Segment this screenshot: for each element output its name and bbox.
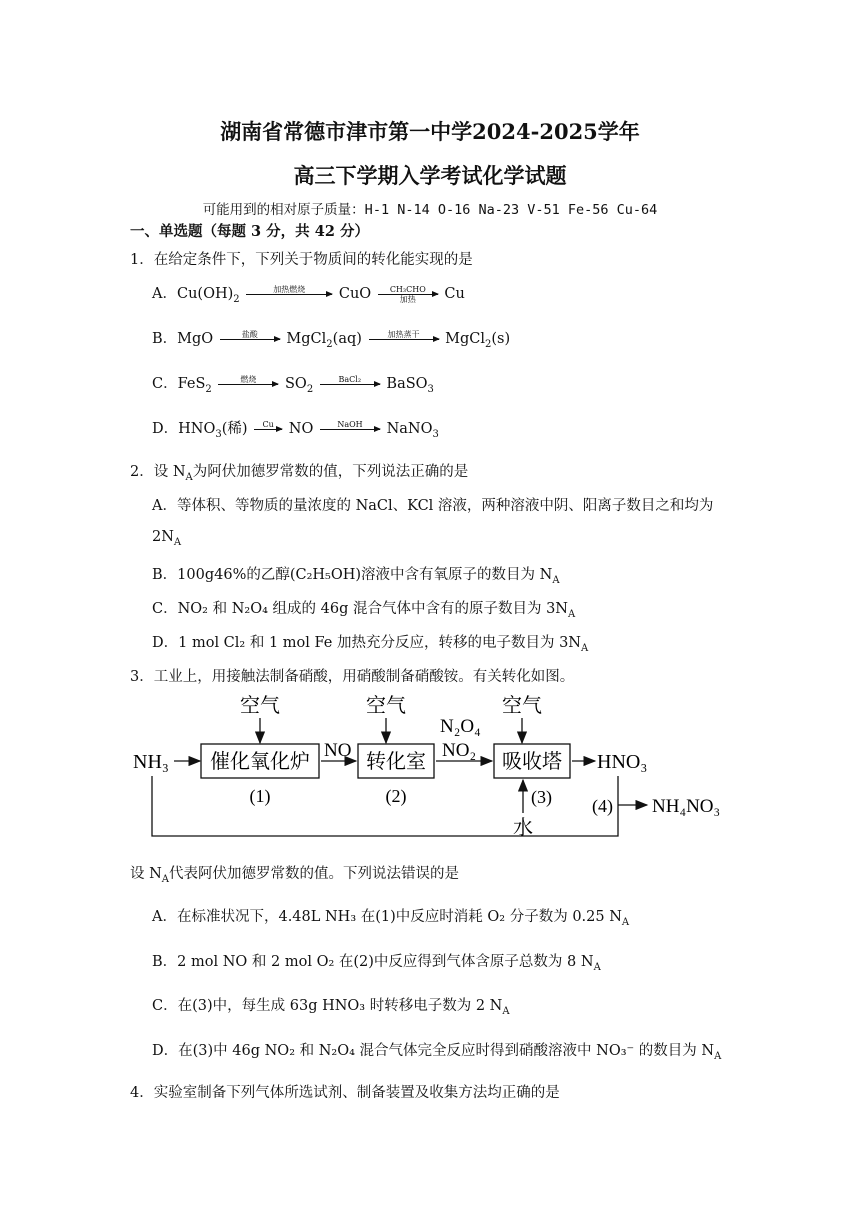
air-label-2: 空气 <box>366 695 406 717</box>
label-nh3: NH₃ <box>133 751 169 773</box>
q2-option-c: C．NO₂ 和 N₂O₄ 组成的 46g 混合气体中含有的原子数目为 $3N_A$ <box>152 601 576 620</box>
label-no: NO <box>324 740 352 761</box>
q1-option-a: A．$Cu(OH)_2$ 加热燃烧 CuO CH₃CHO 加热 Cu <box>152 284 465 305</box>
box2-label: 转化室 <box>366 751 426 773</box>
q3-stem: 3．工业上，用接触法制备硝酸，用硝酸制备硝酸铵。有关转化如图。 <box>130 669 575 685</box>
paper-title-line1: 湖南省常德市津市第一中学2024-2025学年 <box>220 119 640 144</box>
reaction-arrow: Cu <box>254 420 282 439</box>
reaction-arrow: CH₃CHO 加热 <box>378 285 438 304</box>
q1-option-b: B．MgO 盐酸 MgCl$_2$(aq) 加热蒸干 MgCl$_2$(s) <box>152 329 511 350</box>
q2-option-a-cont: $2N_A$ <box>152 529 182 548</box>
box3-label: 吸收塔 <box>502 751 562 773</box>
nitric-acid-flow-diagram <box>128 688 738 843</box>
q2-option-d: D．1 mol Cl₂ 和 1 mol Fe 加热充分反应，转移的电子数目为 $3N_A$ <box>152 635 589 654</box>
q3-option-a: A．在标准状况下，4.48L NH₃ 在(1)中反应时消耗 O₂ 分子数为 0.25 $N_A$ <box>152 909 630 928</box>
step-label-3: (3) <box>531 787 552 807</box>
reaction-arrow: 燃烧 <box>218 375 278 394</box>
q4-stem: 4．实验室制备下列气体所选试剂、制备装置及收集方法均正确的是 <box>130 1085 560 1101</box>
label-nh4no3: NH₄NO₃ <box>652 796 721 817</box>
water-label: 水 <box>513 817 533 839</box>
air-label-3: 空气 <box>502 695 542 717</box>
q2-option-b: B．100g46%的乙醇(C₂H₅OH)溶液中含有氧原子的数目为 $N_A$ <box>152 567 560 586</box>
atomic-mass-line: 可能用到的相对原子质量：H-1 N-14 O-16 Na-23 V-51 Fe-56 Cu-64 <box>202 202 658 218</box>
step-label-4: (4) <box>592 796 613 816</box>
box1-label: 催化氧化炉 <box>210 751 310 773</box>
q3-option-c: C．在(3)中，每生成 63g HNO₃ 时转移电子数为 2 $N_A$ <box>152 998 510 1017</box>
q1-stem: 1．在给定条件下，下列关于物质间的转化能实现的是 <box>130 252 473 268</box>
label-hno3: HNO₃ <box>597 751 648 773</box>
q2-option-a: A．等体积、等物质的量浓度的 NaCl、KCl 溶液，两种溶液中阴、阳离子数目之和均为 <box>152 498 714 514</box>
q3-after-diagram: 设 $N_A$代表阿伏加德罗常数的值。下列说法错误的是 <box>130 866 460 885</box>
reaction-arrow: BaCl₂ <box>320 375 380 394</box>
air-label-1: 空气 <box>240 695 280 717</box>
q1-option-c: C．FeS$_2$ 燃烧 $SO_2$ BaCl₂ BaSO$_3$ <box>152 374 434 395</box>
q3-option-d: D．在(3)中 46g NO₂ 和 N₂O₄ 混合气体完全反应时得到硝酸溶液中 NO₃⁻ 的数目为 $N_A$ <box>152 1043 722 1062</box>
paper-title-line2: 高三下学期入学考试化学试题 <box>293 163 567 188</box>
label-no2: NO₂ <box>442 740 477 761</box>
reaction-arrow: 加热燃烧 <box>246 285 332 304</box>
step-label-1: (1) <box>249 786 271 806</box>
reaction-arrow: 盐酸 <box>220 330 280 349</box>
reaction-arrow: 加热蒸干 <box>369 330 439 349</box>
step-label-2: (2) <box>385 786 407 806</box>
label-n2o4: N₂O₄ <box>440 716 481 737</box>
q2-stem: 2．设 $N_A$为阿伏加德罗常数的值，下列说法正确的是 <box>130 464 469 483</box>
q3-option-b: B．2 mol NO 和 2 mol O₂ 在(2)中反应得到气体含原子总数为 8 $N_A$ <box>152 954 601 973</box>
reaction-arrow: NaOH <box>320 420 380 439</box>
section-heading: 一、单选题（每题 3 分，共 42 分） <box>130 223 369 240</box>
q1-option-d: D．$HNO_3$(稀) Cu NO NaOH NaNO$_3$ <box>152 419 439 440</box>
